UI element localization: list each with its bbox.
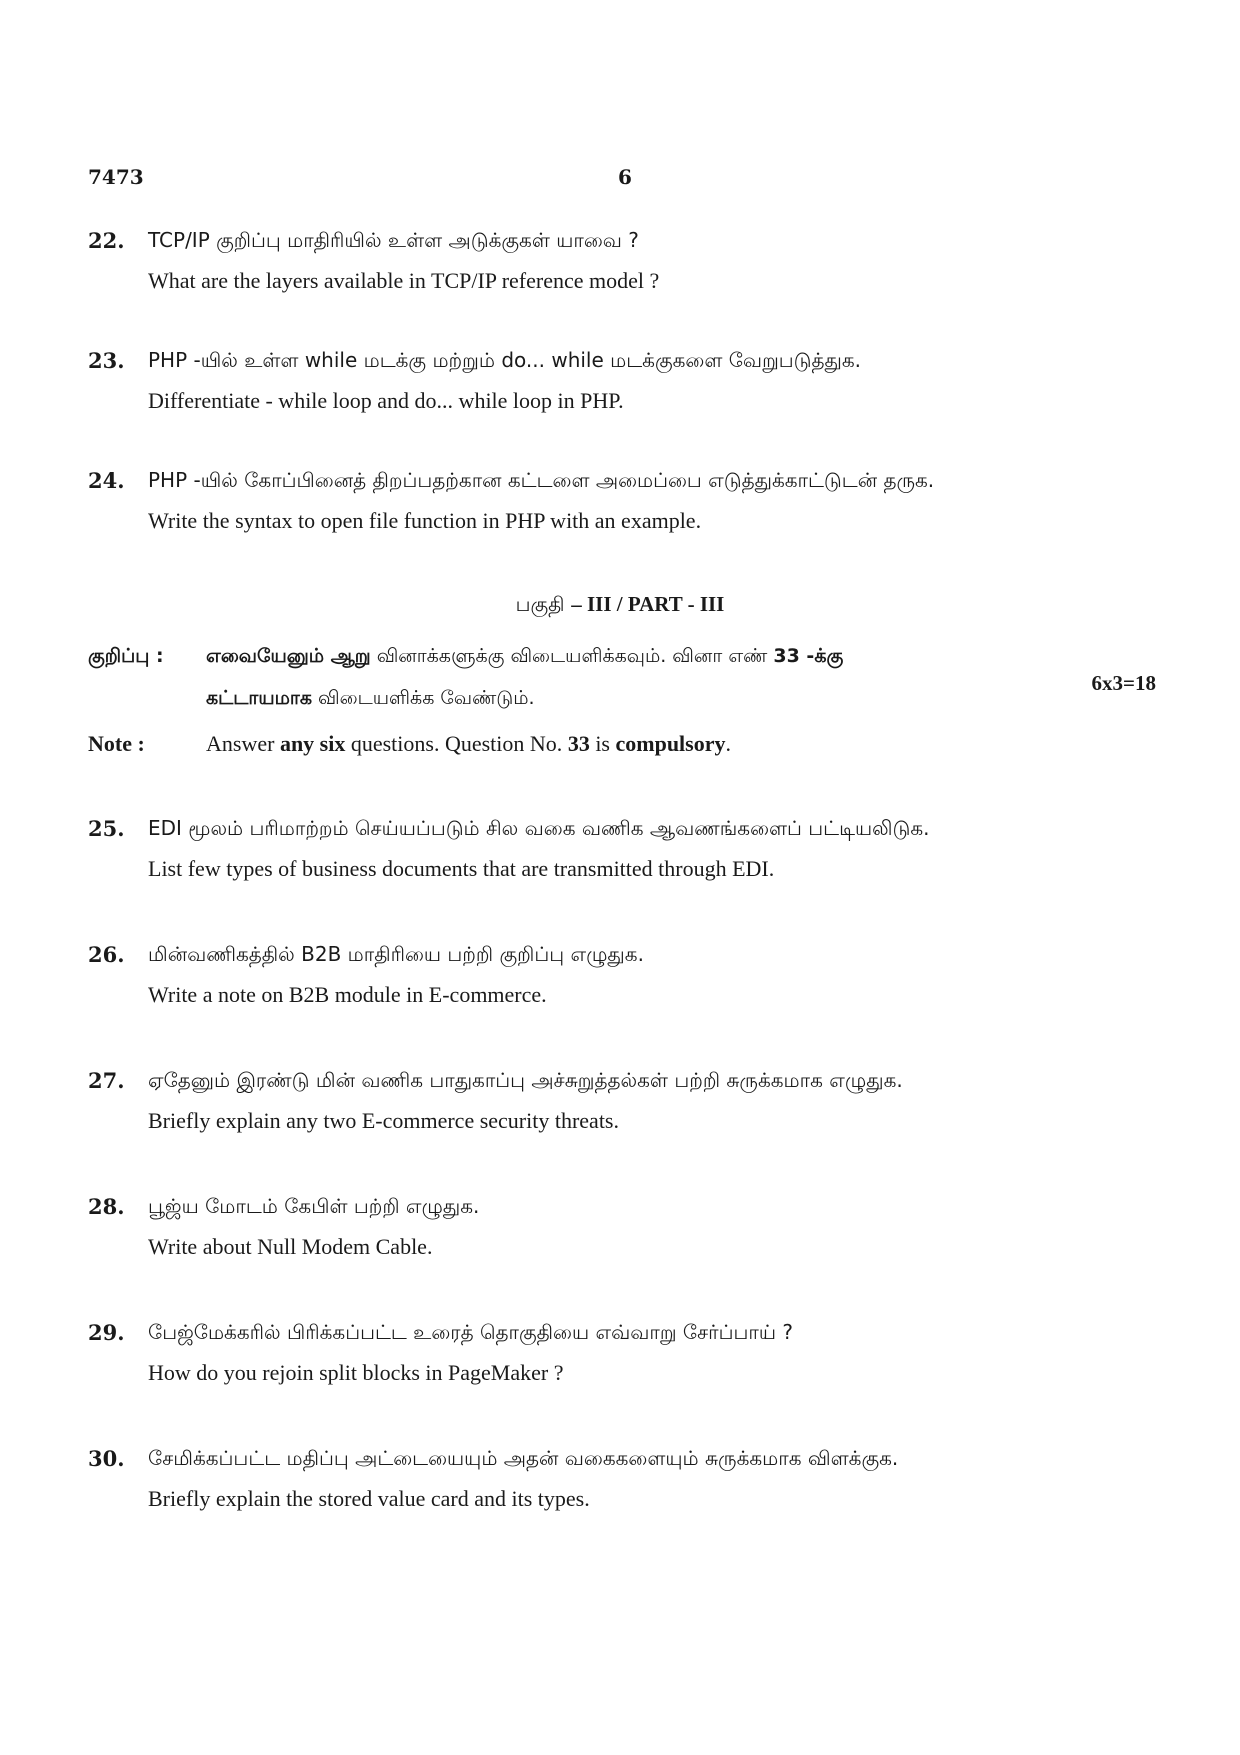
english-note [88, 731, 1168, 761]
question-number: 22. [88, 228, 125, 253]
part-heading-english: – III / PART - III [571, 592, 725, 616]
note-label: Note : [88, 731, 145, 756]
question-number: 23. [88, 348, 125, 373]
instruction-emphasis: கட்டாயமாக [206, 687, 312, 709]
question-text-english: Briefly explain any two E-commerce security threats. [148, 1108, 619, 1133]
note-emphasis: 33 [567, 731, 590, 756]
question-text-english: Write the syntax to open file function in PHP with an example. [148, 508, 702, 533]
question-number: 30. [88, 1446, 125, 1471]
question-text-english: Write a note on B2B module in E-commerce. [148, 982, 547, 1007]
marks-allocation: 6x3=18 [1091, 671, 1156, 695]
question-number: 26. [88, 942, 125, 967]
question-text-tamil: பேஜ்மேக்கரில் பிரிக்கப்பட்ட உரைத் தொகுதியை எவ்வாறு சேர்ப்பாய் ? [148, 1320, 793, 1344]
question-text-tamil: PHP -யில் கோப்பினைத் திறப்பதற்கான கட்டளை அமைப்பை எடுத்துக்காட்டுடன் தருக. [148, 468, 935, 492]
note-text [206, 731, 731, 757]
instruction-emphasis: எவையேனும் ஆறு [206, 645, 371, 667]
note-emphasis: compulsory [615, 731, 726, 756]
instruction-line-2 [206, 687, 535, 712]
question-text-english: Briefly explain the stored value card and its types. [148, 1486, 590, 1511]
instruction-text: விடையளிக்க வேண்டும். [318, 687, 535, 709]
note-fragment: Answer [206, 731, 275, 756]
note-emphasis: any six [279, 731, 346, 756]
question-text-tamil: TCP/IP குறிப்பு மாதிரியில் உள்ள அடுக்குகள் யாவை ? [148, 228, 639, 252]
instruction-label: குறிப்பு : [88, 645, 164, 667]
tamil-instruction [88, 645, 1168, 715]
question-text-tamil: ஏதேனும் இரண்டு மின் வணிக பாதுகாப்பு அச்சுறுத்தல்கள் பற்றி சுருக்கமாக எழுதுக. [148, 1068, 903, 1092]
question-text-english: Differentiate - while loop and do... while loop in PHP. [148, 388, 624, 413]
page-header [88, 165, 1168, 195]
page-number: 6 [618, 165, 632, 189]
question-number: 28. [88, 1194, 125, 1219]
note-fragment: questions. Question No. [350, 731, 563, 756]
note-fragment: . [725, 731, 731, 756]
question-number: 25. [88, 816, 125, 841]
instruction-line-1 [206, 645, 843, 670]
instruction-text: வினாக்களுக்கு விடையளிக்கவும். வினா எண் [376, 645, 768, 667]
question-text-tamil: EDI மூலம் பரிமாற்றம் செய்யப்படும் சில வகை வணிக ஆவணங்களைப் பட்டியலிடுக. [148, 816, 930, 840]
part-heading [0, 592, 1240, 619]
question-text-english: Write about Null Modem Cable. [148, 1234, 433, 1259]
exam-code: 7473 [88, 165, 144, 189]
question-text-english: What are the layers available in TCP/IP reference model ? [148, 268, 660, 293]
part-heading-tamil: பகுதி [515, 592, 565, 616]
question-text-tamil: பூஜ்ய மோடம் கேபிள் பற்றி எழுதுக. [148, 1194, 480, 1218]
question-number: 29. [88, 1320, 125, 1345]
question-text-tamil: PHP -யில் உள்ள while மடக்கு மற்றும் do... while மடக்குகளை வேறுபடுத்துக. [148, 348, 862, 372]
question-number: 24. [88, 468, 125, 493]
question-text-english: List few types of business documents that are transmitted through EDI. [148, 856, 775, 881]
question-text-english: How do you rejoin split blocks in PageMaker ? [148, 1360, 564, 1385]
note-fragment: is [595, 731, 610, 756]
question-number: 27. [88, 1068, 125, 1093]
compulsory-question-ref: 33 -க்கு [773, 645, 844, 667]
question-text-tamil: மின்வணிகத்தில் B2B மாதிரியை பற்றி குறிப்பு எழுதுக. [148, 942, 644, 966]
question-text-tamil: சேமிக்கப்பட்ட மதிப்பு அட்டையையும் அதன் வகைகளையும் சுருக்கமாக விளக்குக. [148, 1446, 899, 1470]
